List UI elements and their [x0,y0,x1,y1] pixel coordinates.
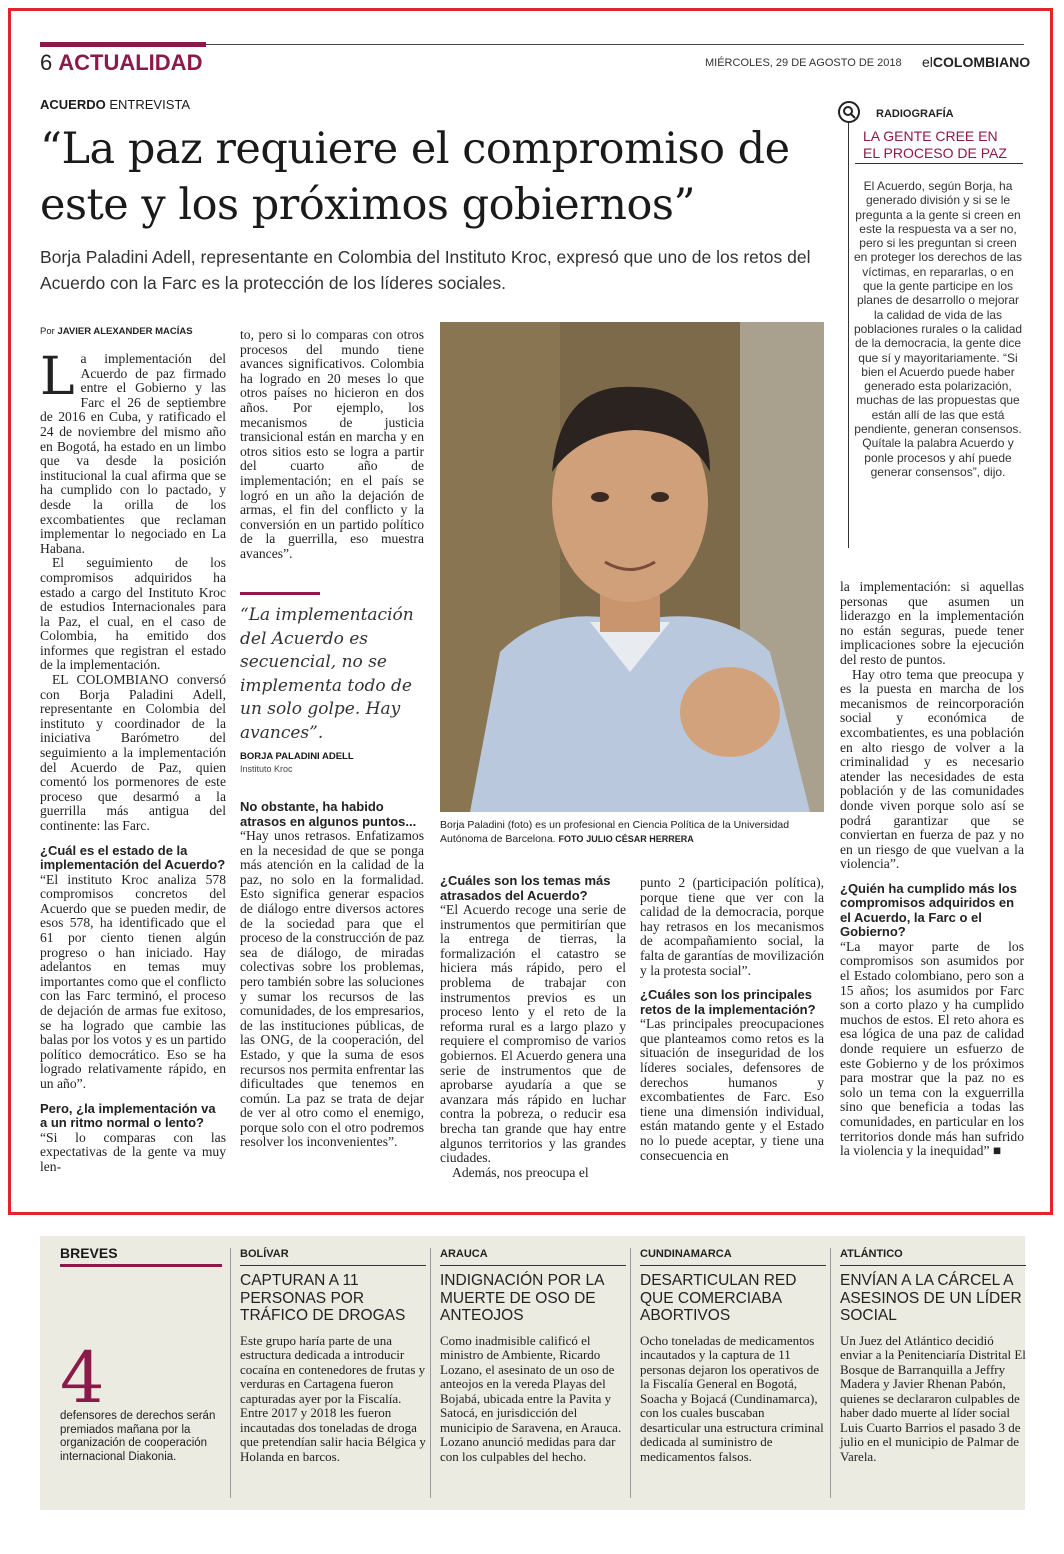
article-column-2-bottom: No obstante, ha habido atrasos en algunos puntos... “Hay unos retrasos. Enfatizamos en la necesidad de que se ponga más atención en la calidad de la paz, no solo en la formalidad. Esto significa generar espacios de diálogo entre diversos actores de la sociedad para que el proceso de la construcción de paz sea de diálogo, de miradas colectivas sobre los problemas, pero también sobre las soluciones y sumar los recursos de las comunidades, de los empresarios, de las instituciones públicas, de las ONG, de la cooperación, del Estado, y que la suma de esos recursos nos permita enfrentar las dificultades que tenemos en común. La paz se trata de dejar de ver al otro como el enemigo, porque solo con el otro podremos resolver los inconvenientes”. [240,799,424,1150]
pullquote-rule [240,592,320,595]
breve-title: INDIGNACIÓN POR LA MUERTE DE OSO DE ANTEOJOS [440,1272,604,1324]
magnifier-icon [838,101,860,123]
breves-divider [230,1248,231,1498]
breve-title: CAPTURAN A 11 PERSONAS POR TRÁFICO DE DROGAS [240,1272,406,1324]
article-dek: Borja Paladini Adell, representante en Colombia del Instituto Kroc, expresó que uno de los retos del Acuerdo con la Farc es la protección de los líderes sociales. [40,247,811,293]
article-column-2-top: to, pero si lo comparas con otros procesos del mundo tiene avances significativos. Colombia ha logrado en 20 meses lo que otros países no hicieron en dos años. Por ejemplo, los mecanismos de justicia transicional están en marcha y en otros sitios esto se logra a partir del cuarto año de implementación; en el país se logró en un año la dejación de armas, el fin del conflicto y la conversión en un partido político de la guerrilla, eso muestra avances”. [240,328,424,561]
drop-cap: L [40,352,75,407]
breve-region: BOLÍVAR [240,1248,289,1260]
section-name: ACTUALIDAD [58,50,203,75]
breve-item [440,1248,626,1464]
pullquote-role: Instituto Kroc [240,764,293,774]
breve-region: CUNDINAMARCA [640,1248,732,1260]
breves-title-rule [60,1264,222,1267]
breves-stat-number: 4 [60,1337,105,1419]
breve-text: Este grupo haría parte de una estructura dedicada a introducir cocaína en contenedores de frutas y verduras en Cartagena fueron capturadas ayer por la Fiscalía. Entre 2017 y 2018 les fueron incautadas dos toneladas de droga que pretendían salir hacia Bélgica y Holanda en barcos. [240,1332,426,1464]
sidebar-title: LA GENTE CREE EN EL PROCESO DE PAZ [863,128,1007,161]
article-column-1: La implementación del Acuerdo de paz firmado entre el Gobierno y las Farc el 26 de septiembre de 2016 en Cuba, y ratificado el 24 de noviembre del mismo año en Bogotá, ha estado en un limbo que va desde la posición institucional la cual afirma que se ha cumplido con lo pactado, y desde la orilla de los excombatientes que reclaman implementar lo negociado en La Habana. El seguimiento de los compromisos adquiridos ha estado a cargo del Instituto Kroc de estudios Internacionales para la Paz, el cual, en el caso de Colombia, ha emitido dos informes que registran el estado de la implementación. EL COLOMBIANO conversó con Borja Paladini Adell, representante en Colombia del instituto y coordinador de la iniciativa Barómetro del seguimiento a la implementación del Acuerdo de Paz, quien comentó los pormenores de este proceso que desarmó a la guerrilla más antigua del continente: las Farc. ¿Cuál es el estado de la implementación del Acuerdo? “El instituto Kroc analiza 578 compromisos concretos del Acuerdo que se pueden medir, de esos 578, ha identificado que el 61 por ciento tienen algún progreso o han iniciado. Hay adelantos en temas muy importantes como que el conflicto con las Farc terminó, el proceso de dejación de armas fue exitoso, se ha logrado que cambie las balas por los votos y es un partido político democrático. Eso se ha logrado relativamente rápido, en un año”. Pero, ¿la implementación va a un ritmo normal o lento? “Si lo comparas con las expectativas de la gente va muy len- [40,352,226,1174]
interviewee-photo [440,322,824,812]
section-accent-bar [40,42,206,47]
interview-question: No obstante, ha habido atrasos en algunos puntos... [240,799,417,829]
breves-stat-text: defensores de derechos serán premiados mañana por la organización de cooperación internacional Diakonia. [60,1410,216,1463]
photo-caption: Borja Paladini (foto) es un profesional en Ciencia Política de la Universidad Autónoma de Barcelona. FOTO JULIO CÉSAR HERRERA [440,819,790,845]
breves-title: BREVES [60,1245,118,1261]
article-kicker: ACUERDO ENTREVISTA [40,97,191,112]
sidebar-label: RADIOGRAFÍA [876,108,954,120]
issue-date: MIÉRCOLES, 29 DE AGOSTO DE 2018 [705,57,902,69]
breve-region: ATLÁNTICO [840,1248,903,1260]
breve-item [840,1248,1026,1464]
breves-divider [830,1248,831,1498]
newspaper-brand: elCOLOMBIANO [922,54,1031,70]
interview-question: Pero, ¿la implementación va a un ritmo normal o lento? [40,1100,216,1130]
photo-credit: JULIO CÉSAR HERRERA [586,834,694,844]
header-rule [206,44,1024,45]
breves-divider [630,1248,631,1498]
interview-question: ¿Cuáles son los principales retos de la implementación? [640,987,816,1017]
article-column-4: punto 2 (participación política), porque tiene que ver con la calidad de la democracia, porque hay retrasos en los mecanismos de acompañamiento social, la falta de garantías de movilización y la protesta social”. ¿Cuáles son los principales retos de la implementación? “Las principales preocupaciones que planteamos como retos es la situación de inseguridad de los líderes sociales, defensores de derechos humanos y excombatientes de Farc. Eso tiene una dimensión individual, están matando gente y el Estado no lo puede aceptar, y tiene una consecuencia en [640,876,824,1163]
breve-text: Ocho toneladas de medicamentos incautados y la captura de 11 personas dejaron los operativos de la Fiscalía General en Bogotá, Soacha y Bojacá (Cundinamarca), con los cuales buscaban desarticular una estructura criminal dedicada al suministro de medicamentos falsos. [640,1332,824,1464]
breve-item [240,1248,426,1464]
breve-item [640,1248,826,1464]
interview-question: ¿Cuáles son los temas más atrasados del Acuerdo? [440,873,611,903]
breve-text: Como inadmisible calificó el ministro de Ambiente, Ricardo Lozano, el asesinato de un oso de anteojos en la vereda Playas del Bojabá, ubicada entre la Pavita y Satocá, en jurisdicción del municipio de Saravena, en Arauca. Lozano anunció medidas para dar con los culpables del hecho. [440,1332,622,1464]
article-column-5: la implementación: si aquellas personas que asumen un liderazgo en la implementación no están seguras, puede tener implicaciones sobre la ejecución del resto de puntos. Hay otro tema que preocupa y es la puesta en marcha de los mecanismos de reincorporación social y económica de excombatientes, es una población en alto riesgo de volver a la criminalidad y es necesario atender las necesidades de esta población y de las comunidades donde viven porque solo así se podrá garantizar que se conviertan en fuerza de paz y no en un riesgo de que vuelvan a la violencia”. ¿Quién ha cumplido más los compromisos adquiridos en el Acuerdo, la Farc o el Gobierno? “La mayor parte de los compromisos son asumidos por el Estado colombiano, pero son a 15 años; los asumidos por Farc son a corto plazo y ha cumplido muchos de estos. El reto ahora es esa lógica de una paz de calidad donde requiere un esfuerzo de este Gobierno y de los próximos para mostrar que la paz no es solo un tema con la exguerrilla sino que beneficia a todas las comunidades, en particular en los territorios donde más han sufrido la violencia y la inequidad” ■ [840,580,1024,1159]
breve-text: Un Juez del Atlántico decidió enviar a la Penitenciaría Distrital El Bosque de Barranquilla a Jeffry Madera y Javier Rhenan Pabón, quienes se declararon culpables de haber dado muerte al líder social Luis Cuarto Barrios el pasado 3 de julio en el municipio de Palmar de Varela. [840,1332,1026,1464]
breve-region: ARAUCA [440,1248,488,1260]
pullquote-name: BORJA PALADINI ADELL [240,751,354,762]
breve-title: DESARTICULAN RED QUE COMERCIABA ABORTIVOS [640,1272,797,1324]
sidebar-title-rule [855,163,1023,164]
article-headline: “La paz requiere el compromiso de este y los próximos gobiernos” [40,124,790,230]
pull-quote: “La implementación del Acuerdo es secuencial, no se implementa todo de un solo golpe. Hay avances”. [240,605,414,743]
article-column-3: ¿Cuáles son los temas más atrasados del Acuerdo? “El Acuerdo recoge una serie de instrumentos que permitirían que la entrega de tierras, la formalización el catastro se hiciera más rápido, pero el problema de trabajar con instrumentos previos es un proceso lento y el reto de la reforma rural es a largo plazo y requiere el compromiso de varios gobiernos. El Acuerdo genera una serie de instrumentos que de aprobarse ayudaría a que se avanzara más rápido en luchar contra la pobreza, o reducir esa brecha tan grande que hay entre algunos territorios y las grandes ciudades. Además, nos preocupa el [440,873,626,1180]
sidebar-body: El Acuerdo, según Borja, ha generado división y si se le pregunta a la gente si creen en este la respuesta va a ser no, pero si les preguntan si creen en proteger los derechos de las víctimas, en repararlas, o en que la gente participe en los planes de desarrollo o mejorar la calidad de vida de las poblaciones rurales o la calidad de la democracia, la gente dice que sí y mayoritariamente. “Si bien el Acuerdo puede haber generado esta polarización, muchas de las propuestas que están allí de las que está pendiente, generan consensos. Quítale la palabra Acuerdo y ponle procesos y ahí puede generar consensos”, dijo. [853,179,1023,479]
byline: Por JAVIER ALEXANDER MACÍAS [40,326,193,337]
page-number: 6 [40,50,53,75]
breves-divider [430,1248,431,1498]
breve-title: ENVÍAN A LA CÁRCEL A ASESINOS DE UN LÍDER SOCIAL [840,1272,1022,1324]
sidebar-rule [848,123,849,548]
interview-question: ¿Quién ha cumplido más los compromisos adquiridos en el Acuerdo, la Farc o el Gobierno? [840,880,1017,940]
section-header [40,50,202,76]
interview-question: ¿Cuál es el estado de la implementación del Acuerdo? [40,842,226,873]
